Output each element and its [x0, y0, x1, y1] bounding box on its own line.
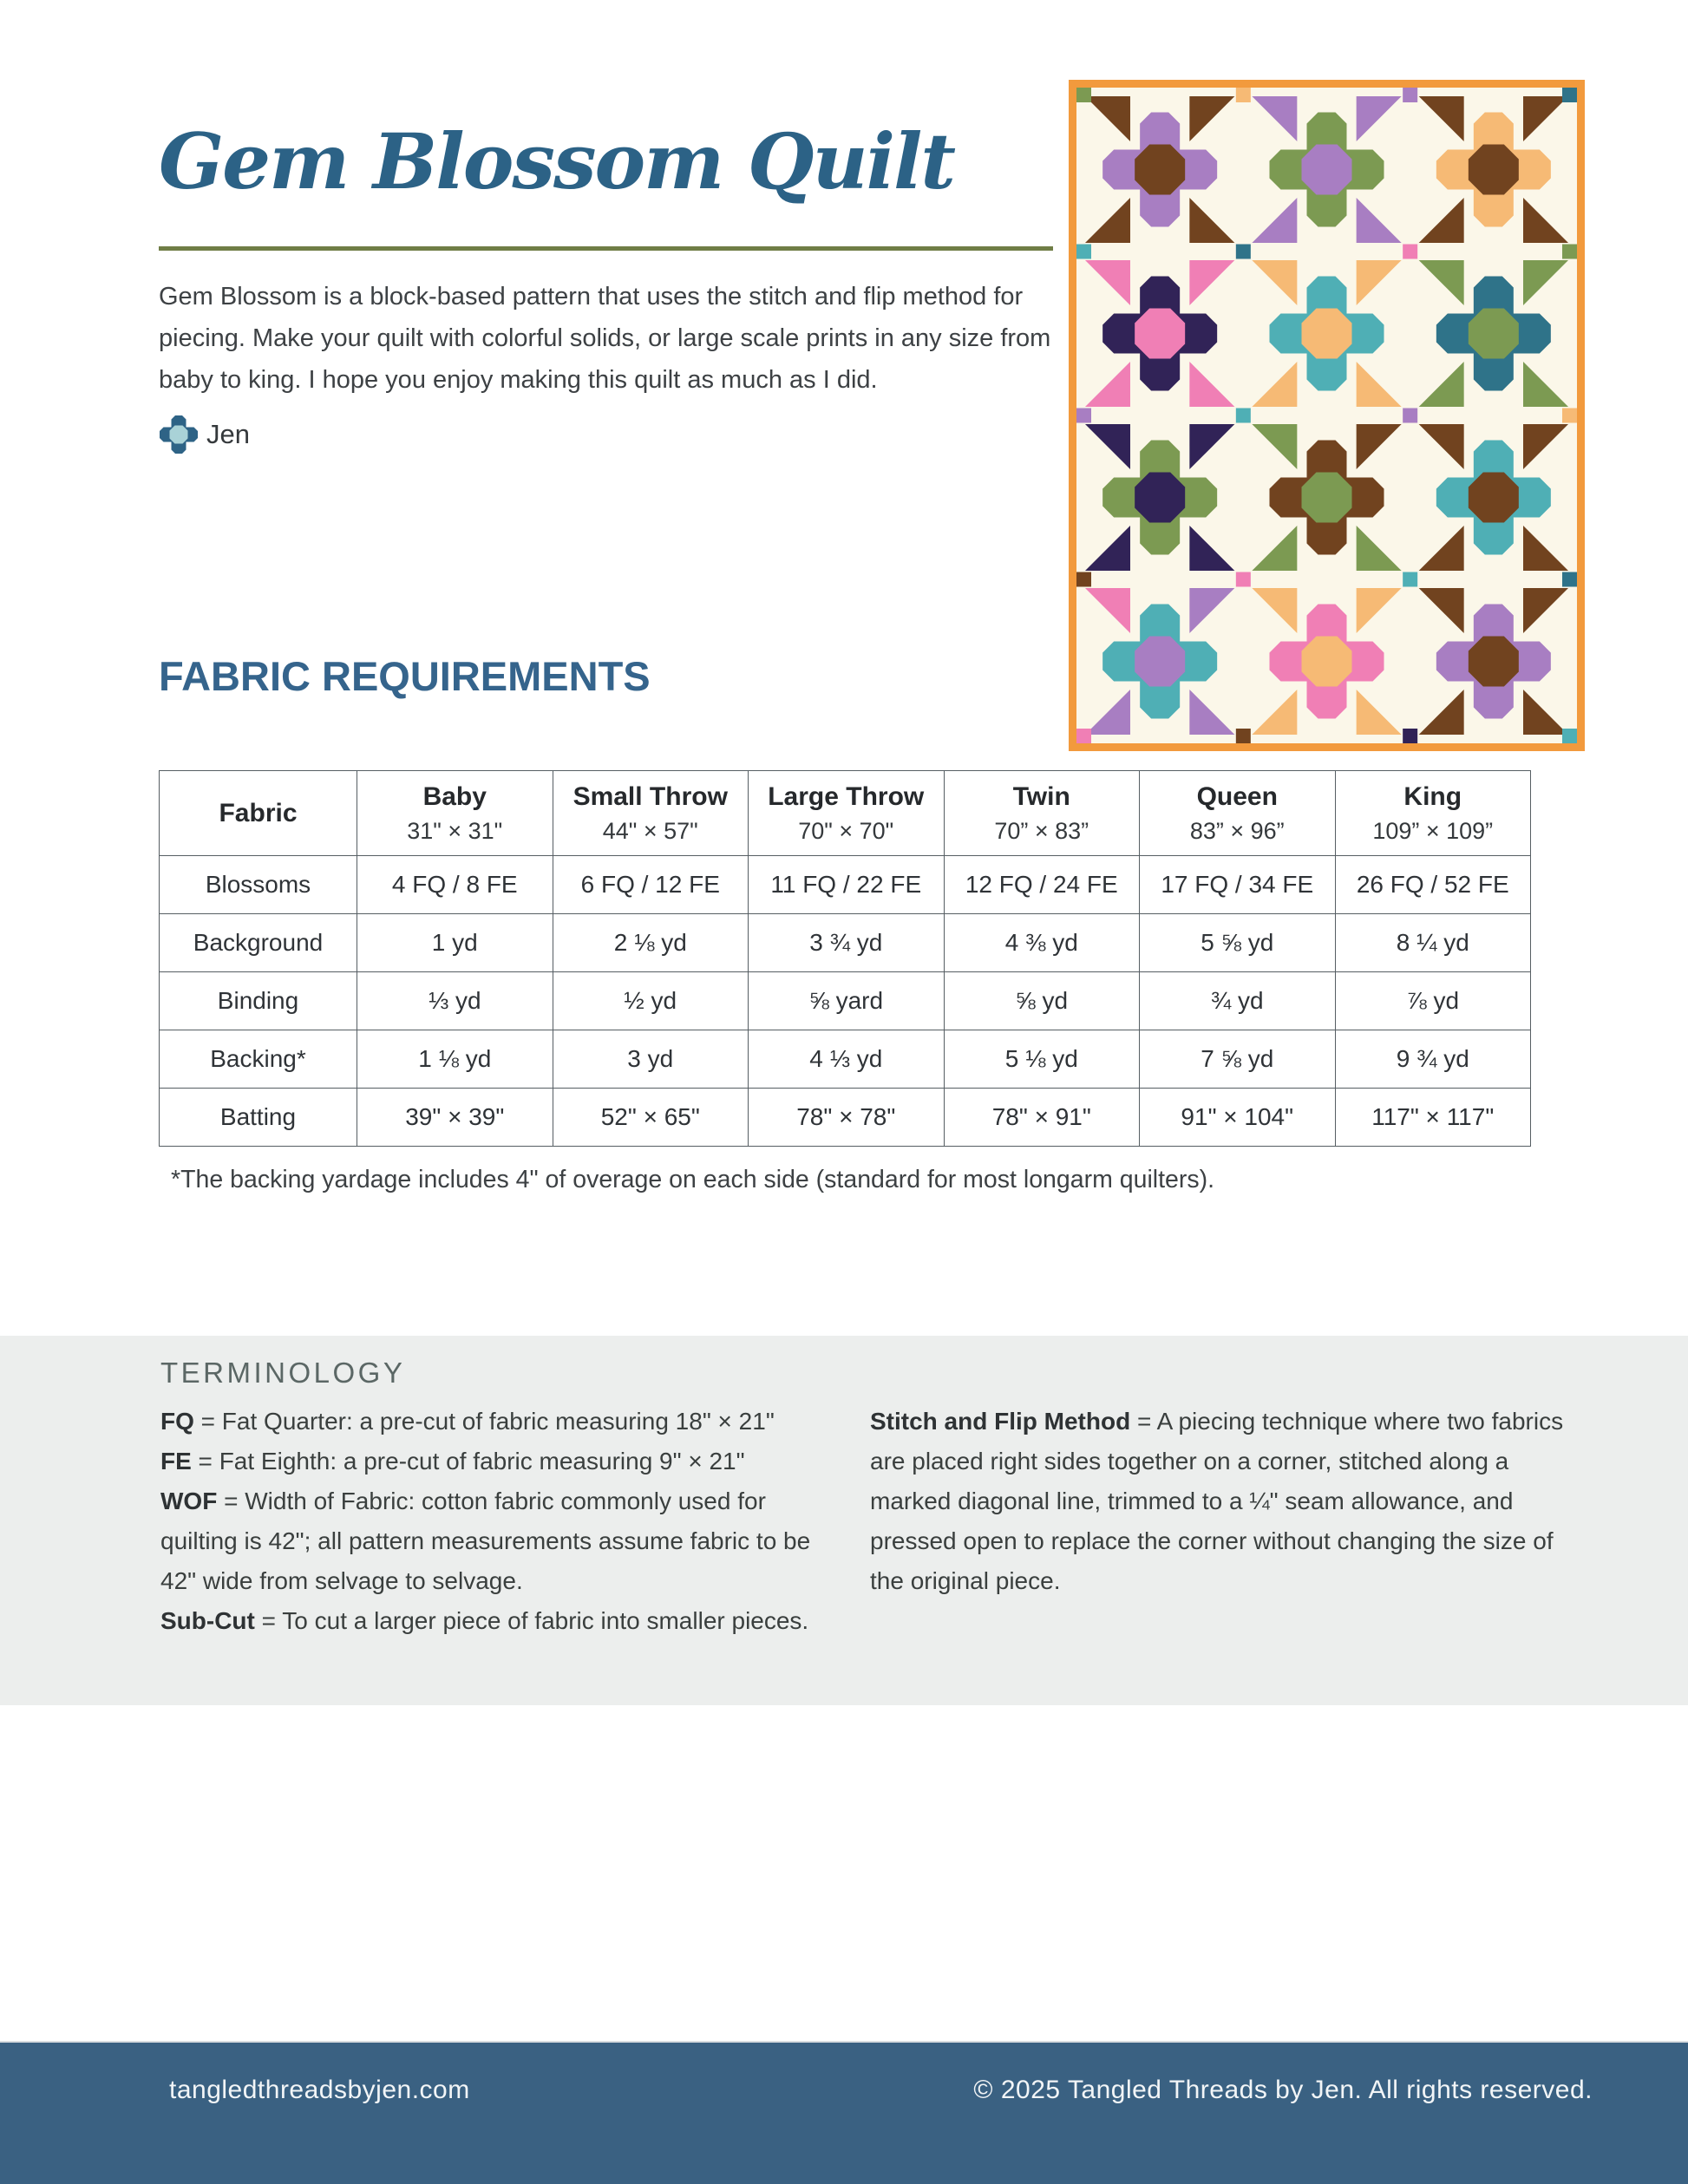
page-footer [0, 2041, 1688, 2184]
table-cell: 5 ⅛ yd [944, 1030, 1140, 1089]
fabric-requirements-table [159, 770, 1531, 1147]
row-label: Backing* [160, 1030, 357, 1089]
terminology-entry: Stitch and Flip Method = A piecing technique where two fabrics are placed right sides together on a corner, stitched along a marked diagonal line, trimmed to a ¼" seam allowance, and pressed open to replace the corner without changing the size of the original piece. [870, 1408, 1564, 1594]
section-heading-fabric-requirements: FABRIC REQUIREMENTS [159, 653, 651, 699]
title-underline [159, 246, 1053, 251]
table-cell: 91" × 104" [1140, 1089, 1336, 1147]
table-cell: 5 ⅝ yd [1140, 914, 1336, 972]
table-cell: 11 FQ / 22 FE [749, 856, 945, 914]
byline [159, 415, 250, 454]
table-header-row [160, 771, 1531, 856]
footer-copyright: © 2025 Tangled Threads by Jen. All rights reserved. [973, 2076, 1593, 2104]
column-header-large-throw: Large Throw 70" × 70" [749, 771, 945, 856]
fabric-requirements-table-wrap [159, 770, 1531, 1147]
terminology-entry: FE = Fat Eighth: a pre-cut of fabric measuring 9" × 21" [160, 1448, 745, 1475]
table-cell: 8 ¼ yd [1335, 914, 1531, 972]
table-cell: 3 ¾ yd [749, 914, 945, 972]
table-cell: 17 FQ / 34 FE [1140, 856, 1336, 914]
table-row [160, 1089, 1531, 1147]
row-label: Binding [160, 972, 357, 1030]
flower-icon [159, 415, 199, 454]
table-cell: 52" × 65" [553, 1089, 749, 1147]
signature: Jen [206, 419, 250, 449]
row-label: Background [160, 914, 357, 972]
table-cell: 1 yd [357, 914, 553, 972]
table-row [160, 914, 1531, 972]
column-header-queen: Queen 83” × 96” [1140, 771, 1336, 856]
row-label: Batting [160, 1089, 357, 1147]
table-row [160, 1030, 1531, 1089]
column-header-small-throw: Small Throw 44" × 57" [553, 771, 749, 856]
page-title: Gem Blossom Quilt [159, 116, 955, 206]
terminology-columns [0, 1402, 1688, 1641]
table-cell: 26 FQ / 52 FE [1335, 856, 1531, 914]
row-label: Blossoms [160, 856, 357, 914]
table-cell: ½ yd [553, 972, 749, 1030]
quilt-cover-image [1069, 80, 1585, 751]
terminology-entry: FQ = Fat Quarter: a pre-cut of fabric measuring 18" × 21" [160, 1408, 775, 1435]
table-cell: 9 ¾ yd [1335, 1030, 1531, 1089]
table-cell: 4 ⅓ yd [749, 1030, 945, 1089]
table-cell: 78" × 78" [749, 1089, 945, 1147]
terminology-right-column [870, 1402, 1564, 1641]
table-cell: ⅓ yd [357, 972, 553, 1030]
terminology-section [0, 1336, 1688, 1705]
table-cell: 1 ⅛ yd [357, 1030, 553, 1089]
table-row [160, 972, 1531, 1030]
table-cell: ⅞ yd [1335, 972, 1531, 1030]
table-cell: 7 ⅝ yd [1140, 1030, 1336, 1089]
table-cell: 2 ⅛ yd [553, 914, 749, 972]
table-cell: 78" × 91" [944, 1089, 1140, 1147]
table-cell: ¾ yd [1140, 972, 1336, 1030]
table-cell: 4 ⅜ yd [944, 914, 1140, 972]
backing-footnote: *The backing yardage includes 4" of overage on each side (standard for most longarm quilters). [171, 1166, 1215, 1193]
table-cell: 6 FQ / 12 FE [553, 856, 749, 914]
terminology-entry: WOF = Width of Fabric: cotton fabric commonly used for quilting is 42"; all pattern measurements assume fabric to be 42" wide from selvage to selvage. [160, 1488, 811, 1594]
terminology-entry: Sub-Cut = To cut a larger piece of fabric into smaller pieces. [160, 1607, 809, 1634]
table-cell: ⅝ yard [749, 972, 945, 1030]
intro-paragraph: Gem Blossom is a block-based pattern that uses the stitch and flip method for piecing. Make your quilt with colorful solids, or large scale prints in any size from baby to king. I hope you enjoy making this quilt as much as I did. [159, 283, 1051, 394]
column-header-twin: Twin 70” × 83” [944, 771, 1140, 856]
quilt-illustration [1069, 80, 1585, 751]
column-header-baby: Baby 31" × 31" [357, 771, 553, 856]
table-cell: 12 FQ / 24 FE [944, 856, 1140, 914]
column-header-fabric: Fabric [160, 771, 357, 856]
footer-website-link[interactable]: tangledthreadsbyjen.com [169, 2076, 470, 2104]
terminology-heading: TERMINOLOGY [160, 1357, 406, 1389]
table-cell: 4 FQ / 8 FE [357, 856, 553, 914]
table-cell: ⅝ yd [944, 972, 1140, 1030]
terminology-left-column [160, 1402, 844, 1641]
table-cell: 39" × 39" [357, 1089, 553, 1147]
column-header-king: King 109” × 109” [1335, 771, 1531, 856]
table-row [160, 856, 1531, 914]
table-cell: 3 yd [553, 1030, 749, 1089]
table-cell: 117" × 117" [1335, 1089, 1531, 1147]
